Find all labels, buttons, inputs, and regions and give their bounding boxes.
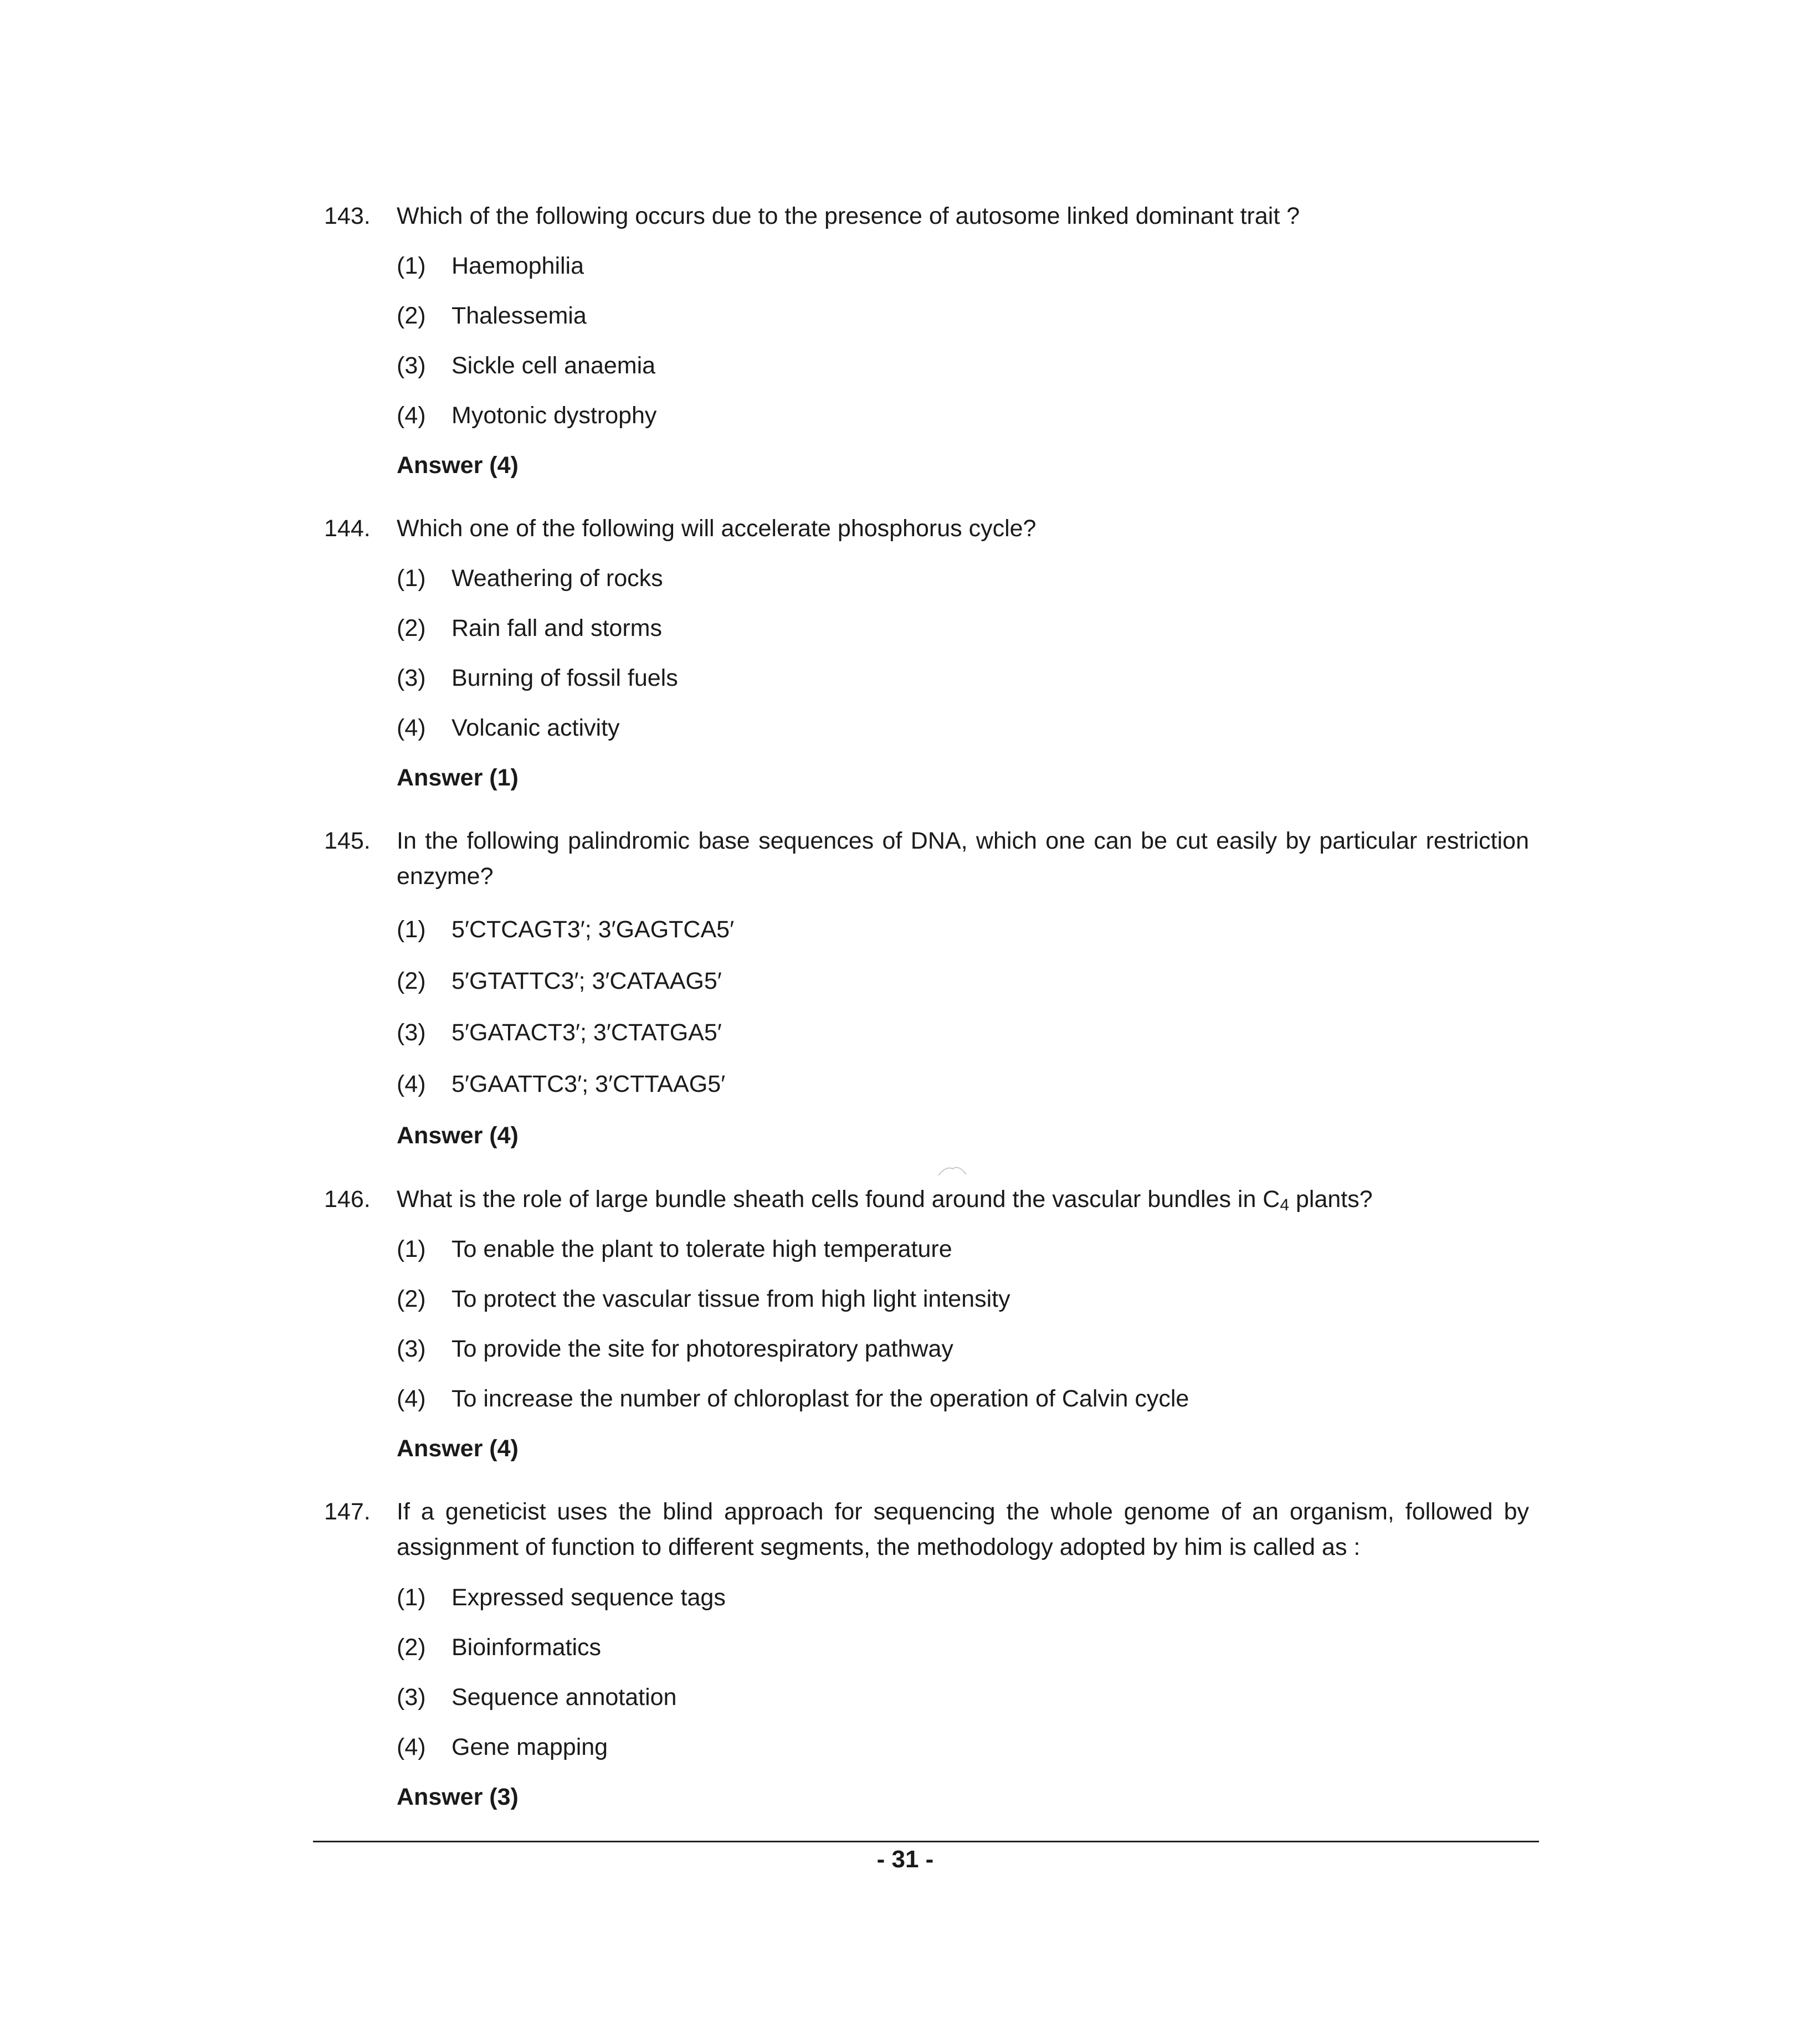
option-number: (2) xyxy=(397,1286,426,1312)
question-text: If a geneticist uses the blind approach for sequencing the whole genome of an organism, followed by assignment of function to different segments, the methodology adopted by him is called as : xyxy=(397,1498,1529,1560)
option-3 xyxy=(397,660,1505,710)
option-text: Sequence annotation xyxy=(452,1684,677,1711)
option-1 xyxy=(397,561,1505,610)
option-text: Rain fall and storms xyxy=(452,615,662,641)
option-text: Thalessemia xyxy=(452,302,587,329)
options-list xyxy=(397,248,1505,448)
option-1 xyxy=(397,1580,1505,1630)
option-text: To protect the vascular tissue from high light intensity xyxy=(452,1286,1010,1312)
question-text: Which one of the following will accelerate phosphorus cycle? xyxy=(397,515,1037,542)
option-number: (2) xyxy=(397,302,426,329)
option-number: (4) xyxy=(397,1734,426,1760)
option-3 xyxy=(397,1015,1505,1066)
question-text: In the following palindromic base sequences of DNA, which one can be cut easily by particular restriction enzyme? xyxy=(397,828,1529,890)
question-number: 145. xyxy=(324,828,371,854)
answer-label: Answer (4) xyxy=(397,1435,519,1462)
option-number: (1) xyxy=(397,253,426,279)
option-3 xyxy=(397,348,1505,398)
question-number: 146. xyxy=(324,1186,371,1213)
option-2 xyxy=(397,1630,1505,1680)
option-3 xyxy=(397,1680,1505,1729)
question-number: 147. xyxy=(324,1498,371,1525)
options-list xyxy=(397,1231,1505,1431)
question-text-end: plants? xyxy=(1289,1186,1373,1213)
option-4 xyxy=(397,1066,1505,1118)
option-number: (2) xyxy=(397,1634,426,1661)
option-number: (1) xyxy=(397,1236,426,1262)
option-text: To provide the site for photorespiratory pathway xyxy=(452,1336,953,1362)
question-text-main: What is the role of large bundle sheath cells found around the vascular bundles in C xyxy=(397,1186,1280,1213)
question-number: 144. xyxy=(324,515,371,542)
option-3 xyxy=(397,1331,1505,1381)
option-1 xyxy=(397,1231,1505,1281)
options-list xyxy=(397,561,1505,760)
option-text: To increase the number of chloroplast for the operation of Calvin cycle xyxy=(452,1385,1189,1412)
answer-label: Answer (1) xyxy=(397,764,519,791)
option-number: (4) xyxy=(397,1385,426,1412)
option-text: 5′CTCAGT3′; 3′GAGTCA5′ xyxy=(452,916,735,943)
option-number: (3) xyxy=(397,665,426,691)
option-text: 5′GTATTC3′; 3′CATAAG5′ xyxy=(452,968,722,994)
answer-label: Answer (4) xyxy=(397,1122,519,1149)
option-number: (1) xyxy=(397,565,426,592)
question-number: 143. xyxy=(324,203,371,229)
option-4 xyxy=(397,1381,1505,1431)
subscript-4: 4 xyxy=(1280,1196,1290,1214)
option-text: 5′GAATTC3′; 3′CTTAAG5′ xyxy=(452,1071,726,1097)
option-number: (4) xyxy=(397,715,426,741)
option-2 xyxy=(397,1281,1505,1331)
option-number: (1) xyxy=(397,916,426,943)
answer-label: Answer (4) xyxy=(397,452,519,479)
option-number: (1) xyxy=(397,1584,426,1611)
answer-label: Answer (3) xyxy=(397,1784,519,1810)
option-1 xyxy=(397,248,1505,298)
option-4 xyxy=(397,1729,1505,1779)
option-text: Expressed sequence tags xyxy=(452,1584,726,1611)
option-2 xyxy=(397,610,1505,660)
option-number: (4) xyxy=(397,402,426,429)
option-4 xyxy=(397,710,1505,760)
option-1 xyxy=(397,912,1505,963)
option-number: (3) xyxy=(397,352,426,379)
question-text xyxy=(397,1182,1529,1223)
option-text: Bioinformatics xyxy=(452,1634,602,1661)
option-2 xyxy=(397,963,1505,1015)
options-list xyxy=(397,1580,1505,1779)
option-number: (3) xyxy=(397,1019,426,1046)
option-text: Haemophilia xyxy=(452,253,584,279)
option-2 xyxy=(397,298,1505,348)
option-text: 5′GATACT3′; 3′CTATGA5′ xyxy=(452,1019,722,1046)
option-number: (2) xyxy=(397,615,426,641)
option-text: Volcanic activity xyxy=(452,715,620,741)
option-text: Gene mapping xyxy=(452,1734,608,1760)
options-list xyxy=(397,912,1505,1118)
option-4 xyxy=(397,398,1505,448)
option-text: Myotonic dystrophy xyxy=(452,402,657,429)
question-text: Which of the following occurs due to the presence of autosome linked dominant trait ? xyxy=(397,203,1300,229)
option-number: (2) xyxy=(397,968,426,994)
option-number: (4) xyxy=(397,1071,426,1097)
option-text: To enable the plant to tolerate high temperature xyxy=(452,1236,952,1262)
option-text: Burning of fossil fuels xyxy=(452,665,678,691)
option-text: Weathering of rocks xyxy=(452,565,663,592)
page-number: - 31 - xyxy=(876,1846,934,1873)
scan-artifact-mark xyxy=(936,1162,969,1179)
option-number: (3) xyxy=(397,1336,426,1362)
option-number: (3) xyxy=(397,1684,426,1711)
option-text: Sickle cell anaemia xyxy=(452,352,656,379)
